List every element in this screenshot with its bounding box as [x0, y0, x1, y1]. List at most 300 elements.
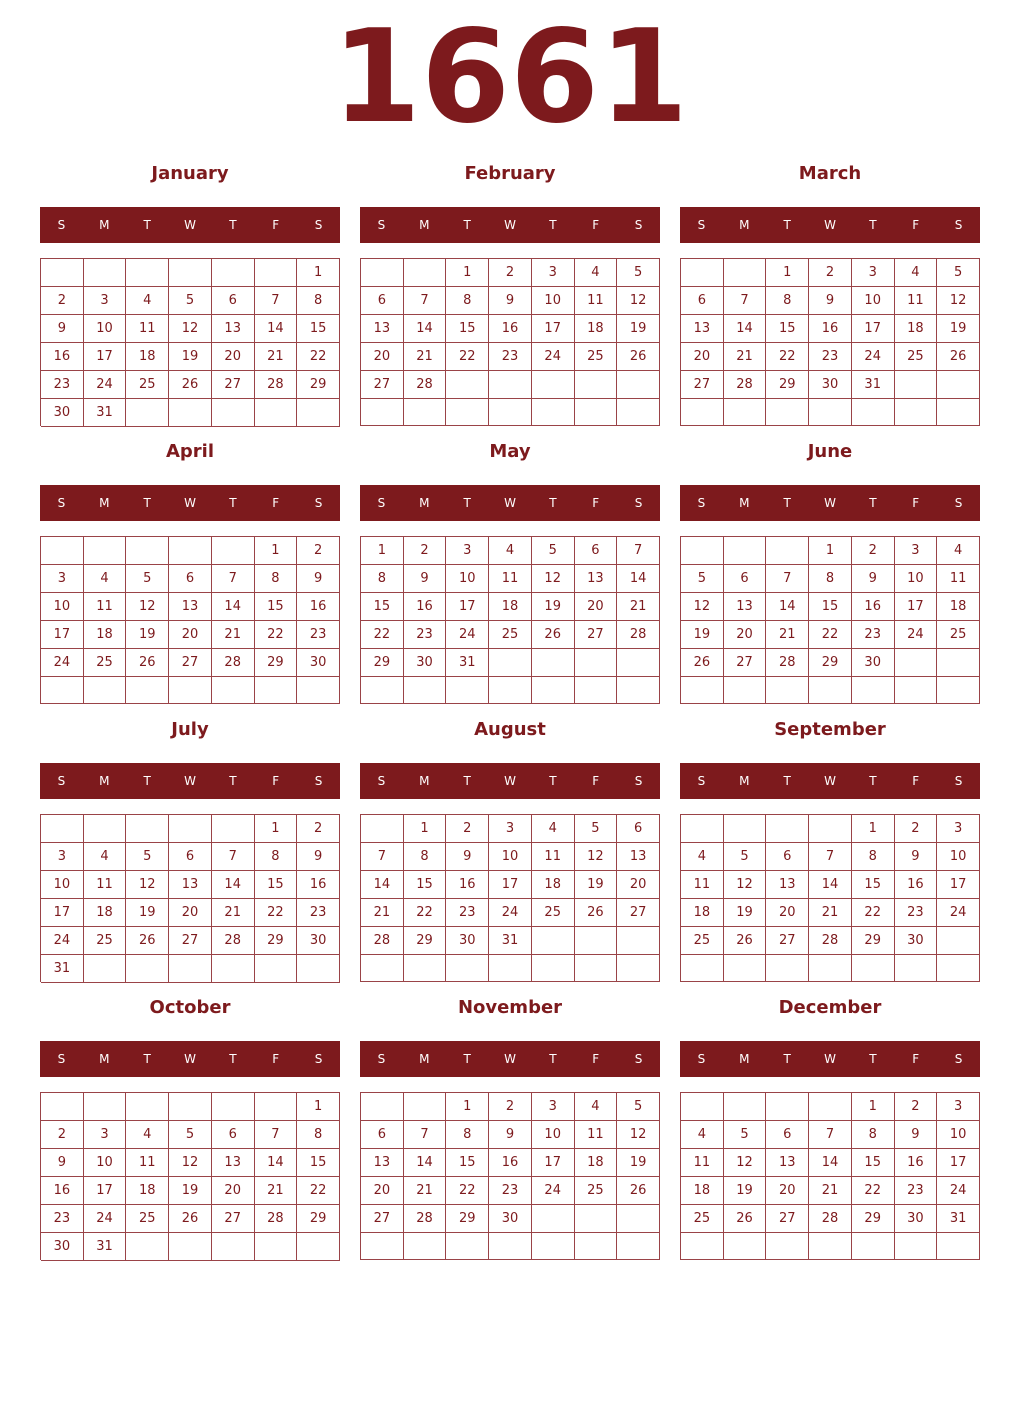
weekday-label: S [697, 1052, 706, 1066]
day-cell: 13 [212, 1149, 255, 1177]
empty-day-cell [681, 677, 724, 704]
day-cell: 18 [681, 1177, 724, 1205]
weekday-label: M [419, 774, 430, 788]
day-cell: 12 [617, 1121, 660, 1149]
day-cell: 19 [937, 315, 980, 343]
day-cell: 10 [532, 1121, 575, 1149]
day-cell: 7 [404, 1121, 447, 1149]
empty-day-cell [255, 1093, 298, 1121]
empty-day-cell [852, 1233, 895, 1260]
empty-day-cell [169, 1093, 212, 1121]
empty-day-cell [617, 649, 660, 677]
day-cell: 6 [361, 1121, 404, 1149]
weekday-label: W [504, 774, 516, 788]
day-cell: 25 [681, 1205, 724, 1233]
day-cell: 18 [489, 593, 532, 621]
weekday-label: T [143, 496, 151, 510]
day-cell: 2 [297, 537, 340, 565]
empty-day-cell [575, 677, 618, 704]
day-cell: 5 [681, 565, 724, 593]
day-cell: 7 [809, 1121, 852, 1149]
day-cell: 25 [84, 927, 127, 955]
empty-day-cell [446, 955, 489, 982]
day-cell: 10 [937, 1121, 980, 1149]
weekday-label: W [824, 218, 836, 232]
empty-day-cell [255, 399, 298, 427]
day-cell: 24 [532, 343, 575, 371]
day-cell: 23 [41, 1205, 84, 1233]
weekday-label: W [184, 1052, 196, 1066]
day-cell: 5 [724, 843, 767, 871]
empty-day-cell [809, 815, 852, 843]
day-cell: 28 [255, 1205, 298, 1233]
empty-day-cell [489, 1233, 532, 1260]
empty-day-cell [297, 399, 340, 427]
day-cell: 29 [446, 1205, 489, 1233]
day-cell: 6 [361, 287, 404, 315]
month-name: August [474, 719, 546, 740]
empty-day-cell [361, 815, 404, 843]
empty-day-cell [681, 399, 724, 426]
day-cell: 17 [895, 593, 938, 621]
weekday-label: T [463, 496, 471, 510]
day-cell: 5 [169, 1121, 212, 1149]
day-cell: 15 [809, 593, 852, 621]
day-cell: 30 [809, 371, 852, 399]
day-cell: 29 [255, 649, 298, 677]
empty-day-cell [575, 399, 618, 426]
day-cell: 18 [681, 899, 724, 927]
day-cell: 1 [255, 815, 298, 843]
weekday-label: T [463, 218, 471, 232]
day-cell: 26 [617, 343, 660, 371]
day-cell: 28 [404, 1205, 447, 1233]
day-cell: 16 [297, 593, 340, 621]
empty-day-cell [212, 815, 255, 843]
day-cell: 10 [446, 565, 489, 593]
weekday-header [360, 485, 660, 521]
day-cell: 26 [724, 1205, 767, 1233]
day-cell: 17 [937, 1149, 980, 1177]
day-cell: 4 [532, 815, 575, 843]
day-grid [680, 814, 980, 982]
day-cell: 15 [766, 315, 809, 343]
day-cell: 6 [169, 565, 212, 593]
day-cell: 3 [446, 537, 489, 565]
day-cell: 28 [809, 1205, 852, 1233]
day-cell: 7 [212, 843, 255, 871]
day-cell: 16 [404, 593, 447, 621]
empty-day-cell [895, 649, 938, 677]
day-cell: 9 [297, 843, 340, 871]
day-cell: 16 [489, 1149, 532, 1177]
weekday-label: F [912, 496, 920, 510]
empty-day-cell [809, 955, 852, 982]
weekday-header [360, 1041, 660, 1077]
weekday-label: T [549, 496, 557, 510]
day-cell: 9 [489, 287, 532, 315]
day-cell: 10 [532, 287, 575, 315]
weekday-label: M [739, 1052, 750, 1066]
day-cell: 17 [937, 871, 980, 899]
day-cell: 15 [297, 1149, 340, 1177]
empty-day-cell [169, 955, 212, 983]
empty-day-cell [617, 1205, 660, 1233]
empty-day-cell [575, 371, 618, 399]
day-cell: 10 [937, 843, 980, 871]
empty-day-cell [766, 537, 809, 565]
day-cell: 26 [681, 649, 724, 677]
day-cell: 2 [489, 1093, 532, 1121]
weekday-label: F [272, 1052, 280, 1066]
day-cell: 3 [532, 1093, 575, 1121]
empty-day-cell [84, 259, 127, 287]
day-cell: 23 [895, 899, 938, 927]
day-cell: 10 [852, 287, 895, 315]
weekday-header [680, 763, 980, 799]
day-cell: 4 [681, 1121, 724, 1149]
empty-day-cell [404, 1093, 447, 1121]
day-cell: 17 [446, 593, 489, 621]
day-cell: 13 [766, 1149, 809, 1177]
day-cell: 3 [852, 259, 895, 287]
day-cell: 7 [724, 287, 767, 315]
empty-day-cell [84, 955, 127, 983]
empty-day-cell [255, 677, 298, 704]
weekday-label: M [419, 496, 430, 510]
day-cell: 14 [724, 315, 767, 343]
empty-day-cell [852, 677, 895, 704]
weekday-label: T [869, 774, 877, 788]
day-cell: 21 [724, 343, 767, 371]
day-cell: 10 [41, 871, 84, 899]
day-cell: 28 [212, 927, 255, 955]
weekday-label: T [783, 1052, 791, 1066]
empty-day-cell [41, 259, 84, 287]
day-cell: 11 [84, 593, 127, 621]
day-cell: 15 [255, 871, 298, 899]
day-cell: 23 [41, 371, 84, 399]
empty-day-cell [297, 677, 340, 704]
day-cell: 4 [84, 565, 127, 593]
day-cell: 8 [809, 565, 852, 593]
day-cell: 31 [937, 1205, 980, 1233]
empty-day-cell [724, 955, 767, 982]
day-cell: 4 [489, 537, 532, 565]
weekday-label: T [783, 496, 791, 510]
empty-day-cell [937, 649, 980, 677]
day-cell: 2 [895, 1093, 938, 1121]
weekday-header [40, 485, 340, 521]
weekday-label: T [143, 774, 151, 788]
day-cell: 26 [575, 899, 618, 927]
empty-day-cell [895, 1233, 938, 1260]
day-cell: 25 [575, 1177, 618, 1205]
day-cell: 20 [766, 1177, 809, 1205]
empty-day-cell [575, 1233, 618, 1260]
month-name: December [778, 997, 882, 1018]
day-cell: 5 [937, 259, 980, 287]
day-cell: 15 [852, 871, 895, 899]
day-cell: 21 [255, 1177, 298, 1205]
day-cell: 21 [212, 621, 255, 649]
day-cell: 31 [446, 649, 489, 677]
weekday-label: S [314, 218, 323, 232]
day-cell: 14 [255, 315, 298, 343]
day-cell: 2 [404, 537, 447, 565]
empty-day-cell [617, 955, 660, 982]
weekday-label: M [419, 1052, 430, 1066]
weekday-header [40, 207, 340, 243]
day-cell: 7 [255, 287, 298, 315]
day-cell: 1 [446, 1093, 489, 1121]
day-cell: 16 [489, 315, 532, 343]
empty-day-cell [724, 677, 767, 704]
weekday-label: T [783, 774, 791, 788]
day-cell: 8 [297, 287, 340, 315]
day-cell: 18 [575, 315, 618, 343]
day-cell: 2 [41, 287, 84, 315]
weekday-label: S [634, 774, 643, 788]
day-cell: 8 [255, 843, 298, 871]
day-cell: 1 [361, 537, 404, 565]
day-cell: 4 [575, 259, 618, 287]
empty-day-cell [361, 1233, 404, 1260]
empty-day-cell [126, 1093, 169, 1121]
day-cell: 30 [404, 649, 447, 677]
day-cell: 20 [681, 343, 724, 371]
weekday-label: T [869, 1052, 877, 1066]
month-name: April [165, 441, 215, 462]
day-cell: 9 [297, 565, 340, 593]
weekday-label: F [272, 774, 280, 788]
empty-day-cell [724, 399, 767, 426]
day-cell: 27 [169, 649, 212, 677]
empty-day-cell [212, 259, 255, 287]
day-cell: 5 [617, 1093, 660, 1121]
day-cell: 22 [446, 343, 489, 371]
day-cell: 31 [489, 927, 532, 955]
weekday-label: M [99, 218, 110, 232]
month-name: September [774, 719, 886, 740]
empty-day-cell [84, 1093, 127, 1121]
empty-day-cell [617, 677, 660, 704]
day-cell: 9 [489, 1121, 532, 1149]
weekday-label: W [824, 496, 836, 510]
day-grid [680, 1092, 980, 1260]
day-cell: 20 [212, 1177, 255, 1205]
day-cell: 9 [852, 565, 895, 593]
day-cell: 2 [41, 1121, 84, 1149]
month-name: May [489, 441, 531, 462]
empty-day-cell [681, 815, 724, 843]
weekday-label: S [954, 496, 963, 510]
day-cell: 15 [446, 1149, 489, 1177]
day-cell: 12 [126, 871, 169, 899]
weekday-label: S [377, 218, 386, 232]
empty-day-cell [532, 371, 575, 399]
day-cell: 11 [681, 871, 724, 899]
day-cell: 19 [126, 899, 169, 927]
empty-day-cell [489, 677, 532, 704]
empty-day-cell [766, 1233, 809, 1260]
day-cell: 17 [84, 343, 127, 371]
day-cell: 19 [681, 621, 724, 649]
month-name: March [798, 163, 862, 184]
day-cell: 7 [404, 287, 447, 315]
empty-day-cell [575, 1205, 618, 1233]
day-cell: 18 [895, 315, 938, 343]
day-cell: 3 [41, 565, 84, 593]
day-cell: 22 [255, 621, 298, 649]
month-name: November [457, 997, 563, 1018]
empty-day-cell [575, 927, 618, 955]
day-cell: 15 [404, 871, 447, 899]
day-cell: 12 [937, 287, 980, 315]
empty-day-cell [852, 399, 895, 426]
weekday-label: S [377, 496, 386, 510]
day-cell: 5 [126, 565, 169, 593]
month-name: June [807, 441, 853, 462]
day-cell: 2 [297, 815, 340, 843]
day-cell: 29 [852, 927, 895, 955]
day-cell: 27 [361, 1205, 404, 1233]
empty-day-cell [84, 537, 127, 565]
day-cell: 21 [766, 621, 809, 649]
empty-day-cell [404, 259, 447, 287]
day-cell: 12 [532, 565, 575, 593]
day-cell: 29 [255, 927, 298, 955]
day-cell: 14 [361, 871, 404, 899]
day-cell: 22 [404, 899, 447, 927]
day-cell: 27 [361, 371, 404, 399]
day-cell: 24 [84, 1205, 127, 1233]
day-cell: 3 [895, 537, 938, 565]
empty-day-cell [169, 399, 212, 427]
day-cell: 26 [532, 621, 575, 649]
day-cell: 8 [297, 1121, 340, 1149]
weekday-label: F [912, 1052, 920, 1066]
day-cell: 24 [84, 371, 127, 399]
day-cell: 7 [617, 537, 660, 565]
day-cell: 19 [126, 621, 169, 649]
empty-day-cell [169, 677, 212, 704]
day-cell: 7 [361, 843, 404, 871]
day-cell: 15 [361, 593, 404, 621]
empty-day-cell [724, 1233, 767, 1260]
day-cell: 11 [532, 843, 575, 871]
day-cell: 27 [681, 371, 724, 399]
day-cell: 19 [724, 899, 767, 927]
day-cell: 13 [169, 871, 212, 899]
weekday-label: T [143, 1052, 151, 1066]
empty-day-cell [297, 1233, 340, 1261]
day-cell: 21 [809, 1177, 852, 1205]
day-cell: 14 [404, 315, 447, 343]
day-cell: 6 [169, 843, 212, 871]
day-cell: 14 [809, 1149, 852, 1177]
day-cell: 18 [937, 593, 980, 621]
day-grid [680, 536, 980, 704]
weekday-label: F [592, 1052, 600, 1066]
empty-day-cell [724, 259, 767, 287]
day-cell: 30 [41, 1233, 84, 1261]
day-cell: 11 [681, 1149, 724, 1177]
day-grid [40, 258, 340, 426]
empty-day-cell [532, 1233, 575, 1260]
day-cell: 22 [297, 343, 340, 371]
day-cell: 26 [617, 1177, 660, 1205]
weekday-label: T [229, 1052, 237, 1066]
empty-day-cell [575, 649, 618, 677]
day-cell: 22 [852, 1177, 895, 1205]
day-cell: 21 [255, 343, 298, 371]
day-cell: 1 [446, 259, 489, 287]
empty-day-cell [724, 537, 767, 565]
day-cell: 2 [852, 537, 895, 565]
day-cell: 4 [126, 1121, 169, 1149]
day-cell: 1 [852, 1093, 895, 1121]
day-cell: 23 [297, 621, 340, 649]
day-cell: 29 [852, 1205, 895, 1233]
weekday-label: S [314, 774, 323, 788]
empty-day-cell [361, 677, 404, 704]
empty-day-cell [446, 1233, 489, 1260]
day-grid [360, 1092, 660, 1260]
day-cell: 24 [937, 899, 980, 927]
day-cell: 26 [724, 927, 767, 955]
empty-day-cell [169, 1233, 212, 1261]
day-cell: 27 [724, 649, 767, 677]
weekday-label: T [869, 218, 877, 232]
empty-day-cell [617, 927, 660, 955]
day-cell: 20 [361, 1177, 404, 1205]
weekday-label: S [697, 496, 706, 510]
empty-day-cell [84, 677, 127, 704]
day-cell: 20 [617, 871, 660, 899]
empty-day-cell [809, 399, 852, 426]
day-cell: 24 [489, 899, 532, 927]
day-cell: 2 [809, 259, 852, 287]
weekday-label: T [229, 774, 237, 788]
day-cell: 1 [297, 259, 340, 287]
day-cell: 11 [937, 565, 980, 593]
empty-day-cell [404, 677, 447, 704]
day-cell: 8 [361, 565, 404, 593]
empty-day-cell [446, 677, 489, 704]
day-cell: 9 [809, 287, 852, 315]
weekday-label: F [592, 496, 600, 510]
weekday-label: W [824, 1052, 836, 1066]
day-cell: 20 [724, 621, 767, 649]
empty-day-cell [41, 537, 84, 565]
empty-day-cell [361, 1093, 404, 1121]
day-cell: 6 [212, 1121, 255, 1149]
weekday-label: S [377, 774, 386, 788]
empty-day-cell [681, 955, 724, 982]
weekday-header [360, 763, 660, 799]
day-cell: 23 [852, 621, 895, 649]
day-cell: 22 [361, 621, 404, 649]
day-cell: 8 [766, 287, 809, 315]
weekday-label: W [824, 774, 836, 788]
weekday-label: S [634, 218, 643, 232]
day-cell: 12 [169, 315, 212, 343]
weekday-label: W [504, 218, 516, 232]
day-cell: 13 [617, 843, 660, 871]
day-cell: 13 [724, 593, 767, 621]
day-cell: 3 [532, 259, 575, 287]
